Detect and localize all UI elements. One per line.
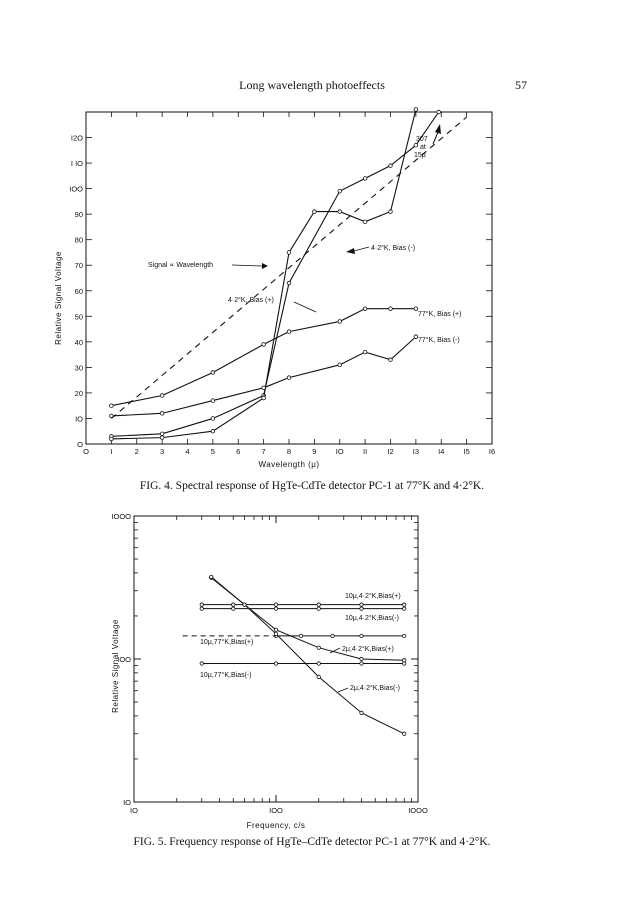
fig5-data-point: [232, 603, 235, 606]
fig4-data-point: [110, 404, 114, 408]
fig4-data-point: [287, 330, 291, 334]
fig4-data-point: [437, 110, 441, 114]
fig4-plot-frame: [86, 112, 492, 444]
fig4-y-tick-label: 70: [74, 261, 83, 271]
fig4-x-tick-label: 4: [185, 447, 190, 456]
fig4-data-point: [389, 358, 393, 362]
fig5-data-point: [360, 662, 363, 665]
fig4-data-point: [414, 307, 418, 311]
fig4-x-tick-label: O: [83, 447, 89, 456]
fig5-data-point: [274, 662, 277, 665]
fig5-y-tick-label: IOOO: [111, 512, 131, 521]
fig5-annot-s4: 2μ,4·2°K,Bias(+): [342, 646, 394, 653]
fig5-data-point: [403, 603, 406, 606]
fig4-y-tick-label: 50: [74, 312, 83, 322]
fig4-y-tick-label: 60: [74, 286, 83, 296]
fig4-y-tick-label: IO: [75, 414, 83, 424]
fig4-series-line-0: [111, 112, 438, 436]
fig4-x-tick-label: I6: [488, 447, 496, 456]
fig4-data-point: [110, 437, 114, 441]
fig4-y-axis-label: Relative Signal Voltage: [54, 251, 63, 345]
fig4-data-point: [211, 399, 215, 403]
fig4-data-point: [287, 281, 291, 285]
fig5-y-axis-label: Relative Signal Voltage: [111, 619, 120, 713]
fig5-x-tick-label: IOO: [269, 806, 283, 815]
fig4-annot-77-plus: 77°K, Bias (+): [418, 311, 462, 318]
fig4-data-point: [262, 386, 266, 390]
fig4-series-line-3: [111, 337, 416, 416]
fig5-annot-s2: 10μ,4·2°K,Bias(-): [345, 615, 399, 622]
fig4-x-tick-label: I: [110, 447, 113, 456]
fig4-y-tick-label: 40: [74, 337, 83, 347]
fig4-y-tick-label: I2O: [70, 133, 83, 143]
fig5-data-point: [274, 632, 277, 635]
fig5-data-point: [403, 732, 406, 735]
fig4-data-point: [363, 350, 367, 354]
fig4-data-point: [363, 177, 367, 181]
fig5-data-point: [210, 575, 213, 578]
fig4-x-tick-label: I3: [412, 447, 420, 456]
fig4-data-point: [211, 417, 215, 421]
fig4-data-point: [160, 412, 164, 416]
fig5-data-point: [299, 634, 302, 637]
fig4-x-tick-label: I4: [438, 447, 445, 456]
fig4-x-tick-label: 6: [236, 447, 241, 456]
fig5-y-tick-label: IO: [123, 798, 131, 807]
fig5-data-point: [360, 634, 363, 637]
fig4-y-tick-label: 90: [74, 210, 83, 220]
fig4-y-tick-label: O: [77, 440, 83, 449]
fig4-ticks: [69, 112, 495, 456]
fig4-x-tick-label: I2: [387, 447, 394, 456]
fig4-data-point: [160, 436, 164, 440]
fig5-data-point: [331, 634, 334, 637]
fig4-data-point: [211, 371, 215, 375]
fig5-x-axis-label: Frequency, c/s: [246, 821, 306, 830]
fig5-data-point: [200, 603, 203, 606]
fig5-data-point: [274, 628, 277, 631]
fig5-series-line-5: [211, 577, 404, 734]
fig5-x-tick-label: IO: [130, 806, 138, 815]
fig4-data-point: [160, 432, 164, 436]
fig4-data-point: [414, 143, 418, 147]
fig5-data-point: [232, 607, 235, 610]
fig4-data-point: [338, 189, 342, 193]
fig5-data-point: [274, 607, 277, 610]
fig4-x-tick-label: IO: [335, 447, 344, 456]
fig4-annot-peak-wavelength: 15μ: [414, 152, 426, 159]
fig5-data-point: [360, 603, 363, 606]
fig4-x-axis-label: Wavelength (μ): [258, 460, 320, 469]
fig5-caption: FIG. 5. Frequency response of HgTe–CdTe detector PC-1 at 77°K and 4·2°K.: [133, 836, 491, 848]
fig5-annot-s6: 2μ,4·2°K,Bias(-): [350, 685, 401, 692]
fig5-data-point: [274, 603, 277, 606]
fig4-x-tick-label: 5: [210, 447, 215, 456]
fig4-y-tick-label: 80: [74, 235, 83, 245]
fig4-data-point: [211, 429, 215, 433]
fig4-y-tick-label: 20: [74, 388, 83, 398]
fig5-data-point: [403, 659, 406, 662]
fig4-data-point: [338, 363, 342, 367]
fig5-data-point: [403, 607, 406, 610]
fig5-data-point: [360, 607, 363, 610]
fig4-data-point: [338, 210, 342, 214]
fig4-y-tick-label: I IO: [70, 159, 83, 169]
fig4-x-tick-label: 8: [286, 447, 292, 456]
fig4-annot-42-plus: 4·2°K, Bias (+): [228, 297, 274, 304]
fig4-data-point: [338, 320, 342, 324]
fig5-y-tick-label: IOO: [117, 655, 131, 664]
fig5-data-point: [317, 662, 320, 665]
fig5-data-point: [317, 603, 320, 606]
fig5-data-point: [317, 607, 320, 610]
fig5-data-point: [317, 675, 320, 678]
fig5-x-tick-label: IOOO: [408, 806, 428, 815]
fig5-annot-s5: 10μ,77°K,Bias(-): [200, 672, 252, 679]
fig5-data-point: [360, 711, 363, 714]
fig4-x-tick-label: 7: [261, 447, 266, 456]
fig4-data-point: [287, 376, 291, 380]
fig4-x-tick-label: I5: [463, 447, 470, 456]
fig4-series-line-2: [111, 309, 416, 406]
fig5-data-point: [403, 634, 406, 637]
fig4-y-tick-label: 30: [74, 363, 83, 373]
fig5-data-point: [200, 607, 203, 610]
fig4-annot-peak-value: 307: [416, 136, 428, 143]
fig4-data-point: [389, 307, 393, 311]
fig4-annot-77-minus: 77°K, Bias (-): [418, 337, 460, 344]
fig5-data-point: [200, 662, 203, 665]
fig4-data-point: [363, 307, 367, 311]
fig4-annot-42-minus: 4·2°K, Bias (-): [371, 245, 416, 252]
fig5-data-point: [317, 646, 320, 649]
fig4-data-point: [160, 394, 164, 398]
page-number: 57: [515, 78, 527, 92]
running-title: Long wavelength photoeffects: [239, 78, 385, 92]
fig4-annot-peak-at: at: [420, 144, 426, 151]
fig4-x-tick-label: 9: [312, 447, 317, 456]
fig5-data-point: [360, 657, 363, 660]
fig4-x-tick-label: II: [363, 447, 368, 456]
fig4-data-point: [313, 210, 317, 214]
fig4-x-tick-label: 2: [134, 447, 139, 456]
fig4-annot-proportional: Signal ∝ Wavelength: [148, 262, 214, 269]
fig4-data-point: [363, 220, 367, 224]
fig4-caption: FIG. 4. Spectral response of HgTe-CdTe detector PC-1 at 77°K and 4·2°K.: [139, 480, 485, 492]
fig4-data-point: [287, 251, 291, 255]
fig4-data-point: [389, 164, 393, 168]
fig5-annot-s3: 10μ,77°K,Bias(+): [200, 639, 254, 646]
fig4-y-tick-label: IOO: [69, 184, 83, 194]
fig5-data-point: [243, 603, 246, 606]
fig5-annot-s1: 10μ,4·2°K,Bias(+): [345, 593, 401, 600]
fig4-x-tick-label: 3: [160, 447, 165, 456]
fig4-data-point: [414, 108, 418, 112]
fig4-data-point: [389, 210, 393, 214]
fig4-data-point: [262, 396, 266, 400]
fig4-data-point: [262, 343, 266, 347]
